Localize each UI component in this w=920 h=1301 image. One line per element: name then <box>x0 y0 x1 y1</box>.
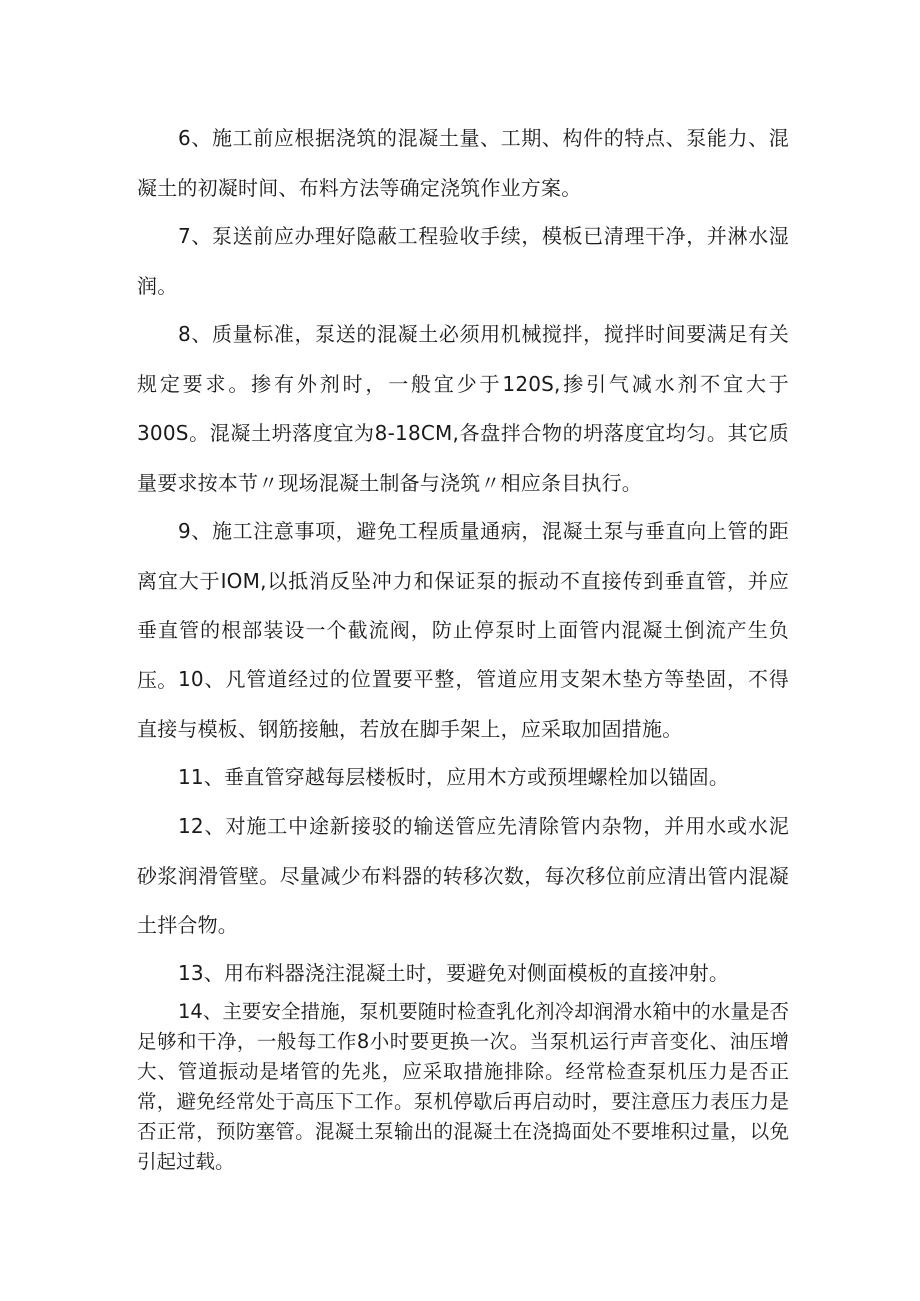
paragraph-6: 6、施工前应根据浇筑的混凝土量、工期、构件的特点、泵能力、混凝土的初凝时间、布料方法等确定浇筑作业方案。 <box>137 126 789 200</box>
paragraph-11: 11、垂直管穿越每层楼板时，应用木方或预埋螺栓加以锚固。 <box>178 765 730 789</box>
paragraph-12: 12、对施工中途新接驳的输送管应先清除管内杂物，并用水或水泥砂浆润滑管壁。尽量减少布料器的转移次数，每次移位前应清出管内混凝土拌合物。 <box>137 814 789 937</box>
paragraph-8: 8、质量标准，泵送的混凝土必须用机械搅拌，搅拌时间要满足有关规定要求。掺有外剂时，一般宜少于120S,掺引气减水剂不宜大于300S。混凝土坍落度宜为8-18CM,各盘拌合物的坍落度宜均匀。其它质量要求按本节〃现场混凝土制备与浇筑〃相应条目执行。 <box>137 322 789 495</box>
paragraph-14: 14、主要安全措施，泵机要随时检查乳化剂冷却润滑水箱中的水量是否足够和干净，一般每工作8小时要更换一次。当泵机运行声音变化、油压增大、管道振动是堵管的先兆，应采取措施排除。经常检查泵机压力是否正常，避免经常处于高压下工作。泵机停歇后再启动时，要注意压力表压力是否正常，预防塞管。混凝土泵输出的混凝土在浇捣面处不要堆积过量，以免引起过载。 <box>137 1000 789 1173</box>
paragraph-10: 10、凡管道经过的位置要平整，管道应用支架木垫方等垫固，不得直接与模板、钢筋接触，若放在脚手架上，应采取加固措施。 <box>137 667 789 741</box>
paragraph-7: 7、泵送前应办理好隐蔽工程验收手续，模板已清理干净，并淋水湿润。 <box>137 224 789 298</box>
paragraph-13: 13、用布料器浇注混凝土时，要避免对侧面模板的直接冲射。 <box>178 961 730 985</box>
paragraph-9: 9、施工注意事项，避免工程质量通病，混凝土泵与垂直向上管的距离宜大于IOM,以抵消反坠冲力和保证泵的振动不直接传到垂直管，并应垂直管的根部装设一个截流阀，防止停泵时上面管内混凝土倒流产生负压。 <box>137 519 789 692</box>
